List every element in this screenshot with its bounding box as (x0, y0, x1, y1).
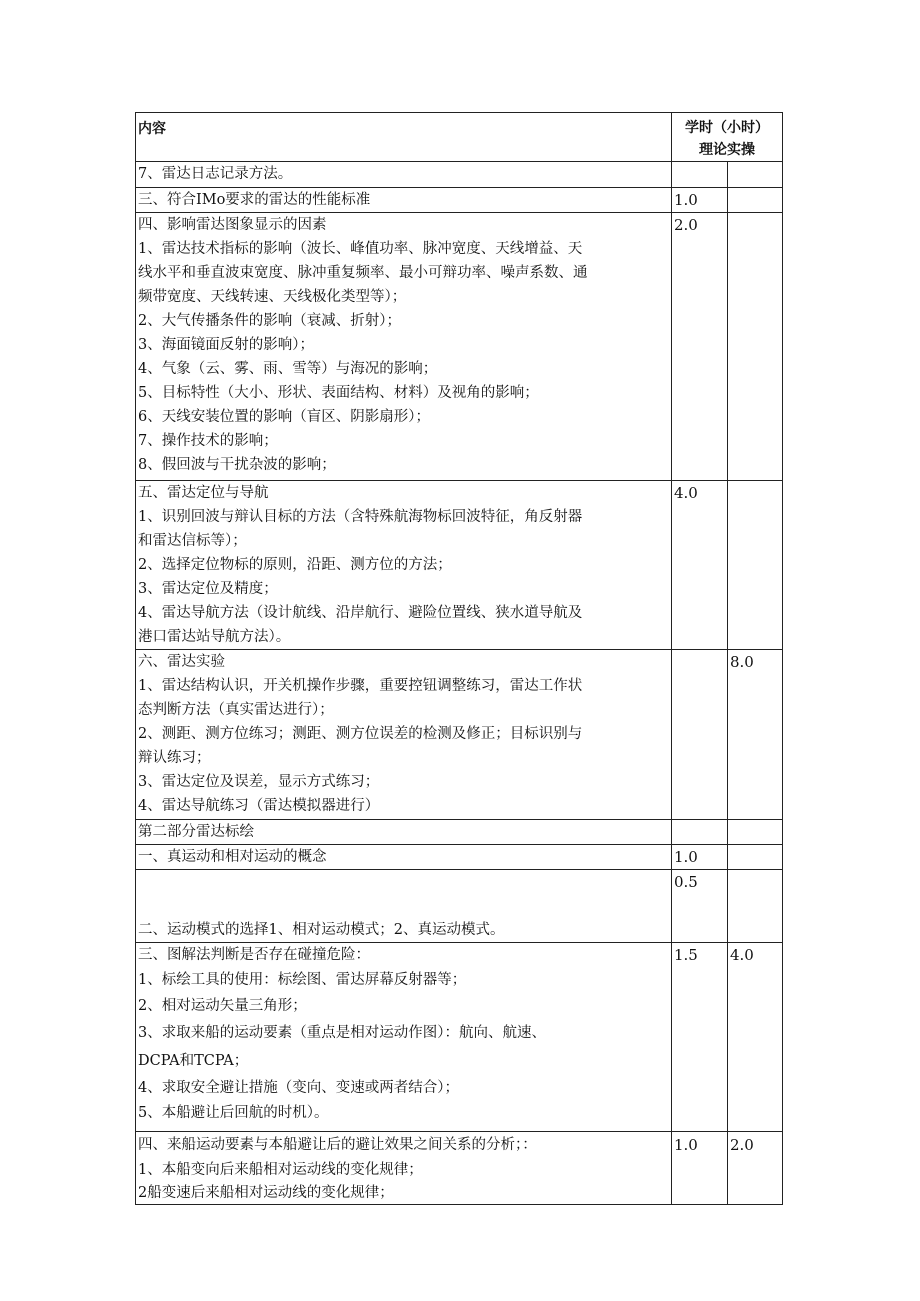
content-cell: 五、雷达定位与导航 1、识别回波与辩认目标的方法（含特殊航海物标回波特征，角反射器 和雷达信标等）； 2、选择定位物标的原则，沿距、测方位的方法； 3、雷达定位及精度； 4、雷达导航方法（设计航线、沿岸航行、避险位置线、狭水道导航及 港口雷达站导航方法）。 (136, 481, 672, 650)
syllabus-document (135, 112, 783, 1205)
content-cell: 三、符合IMo要求的雷达的性能标准 (136, 188, 672, 213)
table-row (136, 213, 783, 481)
table-row (136, 820, 783, 845)
theory-practice-subheads: 理论实操 (699, 142, 755, 158)
practice-hours-cell (728, 870, 783, 943)
table-row (136, 845, 783, 870)
theory-hours-cell: 4.0 (672, 481, 728, 650)
hours-label: 学时（小时） (685, 120, 769, 136)
content-cell: 7、雷达日志记录方法。 (136, 162, 672, 188)
content-cell: 第二部分雷达标绘 (136, 820, 672, 845)
header-row (136, 113, 783, 162)
practice-hours-cell: 8.0 (728, 650, 783, 820)
practice-hours-cell (728, 820, 783, 845)
content-cell: 四、影响雷达图象显示的因素 1、雷达技术指标的影响（波长、峰值功率、脉冲宽度、天线增益、天 线水平和垂直波束宽度、脉冲重复频率、最小可辩功率、噪声系数、通 频带宽度、天线转速、天线极化类型等）； 2、大气传播条件的影响（衰减、折射）； 3、海面镜面反射的影响）； 4、气象（云、雾、雨、雪等）与海况的影响； 5、目标特性（大小、形状、表面结构、材料）及视角的影响； 6、天线安装位置的影响（盲区、阴影扇形）； 7、操作技术的影响； 8、假回波与干扰杂波的影响； (136, 213, 672, 481)
practice-hours-cell (728, 213, 783, 481)
theory-hours-cell (672, 162, 728, 188)
practice-hours-cell (728, 845, 783, 870)
table-row (136, 162, 783, 188)
content-cell: 二、运动模式的选择1、相对运动模式；2、真运动模式。 (136, 870, 672, 943)
theory-hours-cell: 2.0 (672, 213, 728, 481)
table-row (136, 188, 783, 213)
hours-header (672, 113, 783, 162)
theory-hours-cell (672, 820, 728, 845)
content-cell: 三、图解法判断是否存在碰撞危险： 1、标绘工具的使用：标绘图、雷达屏幕反射器等； 2、相对运动矢量三角形； 3、求取来船的运动要素（重点是相对运动作图）：航向、航速、 DCPA和TCPA； 4、求取安全避让措施（变向、变速或两者结合）； 5、本船避让后回航的时机）。 (136, 943, 672, 1132)
theory-hours-cell (672, 650, 728, 820)
theory-hours-cell: 1.0 (672, 845, 728, 870)
content-cell: 一、真运动和相对运动的概念 (136, 845, 672, 870)
theory-hours-cell: 1.5 (672, 943, 728, 1132)
content-cell: 六、雷达实验 1、雷达结构认识，开关机操作步骤，重要控钮调整练习，雷达工作状 态判断方法（真实雷达进行）； 2、测距、测方位练习；测距、测方位误差的检测及修正；目标识别与 辩认练习； 3、雷达定位及误差，显示方式练习； 4、雷达导航练习（雷达模拟器进行） (136, 650, 672, 820)
theory-hours-cell: 0.5 (672, 870, 728, 943)
practice-hours-cell (728, 481, 783, 650)
table-row (136, 943, 783, 1132)
table-row (136, 481, 783, 650)
table-row (136, 1132, 783, 1205)
practice-hours-cell (728, 188, 783, 213)
table-row (136, 870, 783, 943)
content-cell: 四、来船运动要素与本船避让后的避让效果之间关系的分析；： 1、本船变向后来船相对运动线的变化规律； 2船变速后来船相对运动线的变化规律； (136, 1132, 672, 1205)
practice-hours-cell: 4.0 (728, 943, 783, 1132)
content-header: 内容 (136, 113, 672, 162)
practice-hours-cell (728, 162, 783, 188)
theory-hours-cell: 1.0 (672, 188, 728, 213)
table-row (136, 650, 783, 820)
theory-hours-cell: 1.0 (672, 1132, 728, 1205)
syllabus-table (135, 112, 783, 1205)
practice-hours-cell: 2.0 (728, 1132, 783, 1205)
